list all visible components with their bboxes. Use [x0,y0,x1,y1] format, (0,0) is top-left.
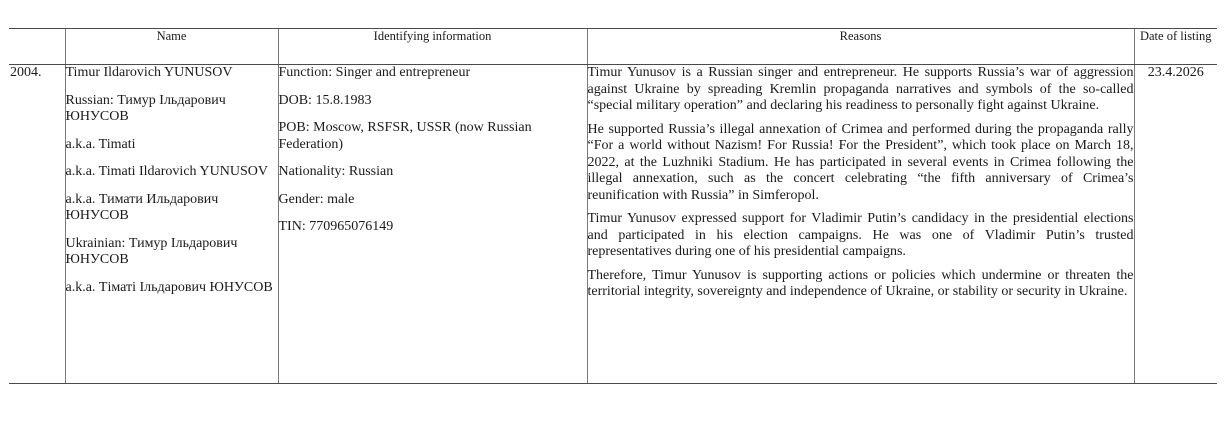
name-ukrainian: Ukrainian: Тимур Ільдарович ЮНУСОВ [65,235,238,267]
reason-paragraph: He supported Russia’s illegal annexation of Crimea and performed during the propaganda rally “For a world without Nazism! For Russia! For the President”, which took place on March 18, 2022, at the Luzhniki Stadium. He has participated in several events in Crimea following the illegal annexation, such as the concert celebrating “the fifth anniversary of Crimea’s reunification with Russia” in Simferopol. [587,121,1134,203]
entry-number: 2004. [10,65,42,80]
entry-number-cell [9,65,65,384]
name-primary: Timur Ildarovich YUNUSOV [65,65,233,80]
pob-field: POB: Moscow, RSFSR, USSR (now Russian Federation) [278,120,532,152]
header-reasons: Reasons [587,29,1134,65]
sanctions-table [9,28,1217,384]
tin-field: TIN: 770965076149 [278,219,394,234]
reason-paragraph: Therefore, Timur Yunusov is supporting actions or policies which undermine or threaten the territorial integrity, sovereignty and independence of Ukraine, or stability or security in Ukraine. [587,267,1134,299]
header-number [9,29,65,65]
header-date-of-listing: Date of listing [1134,29,1217,65]
name-russian: Russian: Тимур Ільдарович ЮНУСОВ [65,92,226,124]
name-cell [65,65,278,384]
name-alias: a.k.a. Timati Ildarovich YUNUSOV [65,164,268,179]
reason-paragraph: Timur Yunusov expressed support for Vladimir Putin’s candidacy in the presidential elections and participated in his election campaigns. He was one of Vladimir Putin’s trusted representatives during one of his presidential campaigns. [587,211,1134,259]
reasons-cell [587,65,1134,384]
gender-field: Gender: male [278,191,355,207]
name-alias: a.k.a. Тіматі Ільдарович ЮНУСОВ [65,279,273,295]
date-cell [1134,65,1217,384]
header-row [9,29,1217,65]
identifying-cell [278,65,587,384]
header-name: Name [65,29,278,65]
table-row [9,65,1217,384]
nationality-field: Nationality: Russian [278,164,394,179]
name-alias: a.k.a. Тимати Ильдарович ЮНУСОВ [65,191,219,223]
function-field: Function: Singer and entrepreneur [278,65,471,80]
dob-field: DOB: 15.8.1983 [278,92,372,108]
header-identifying-information: Identifying information [278,29,587,65]
listing-date: 23.4.2026 [1147,65,1204,80]
name-alias: a.k.a. Timati [65,136,136,152]
reason-paragraph: Timur Yunusov is a Russian singer and entrepreneur. He supports Russia’s war of aggression against Ukraine by spreading Kremlin propaganda narratives and symbols of the so-called “special military operation” and declaring his readiness to personally fight against Ukraine. [587,65,1134,113]
table-body [9,65,1217,384]
table-header [9,29,1217,65]
